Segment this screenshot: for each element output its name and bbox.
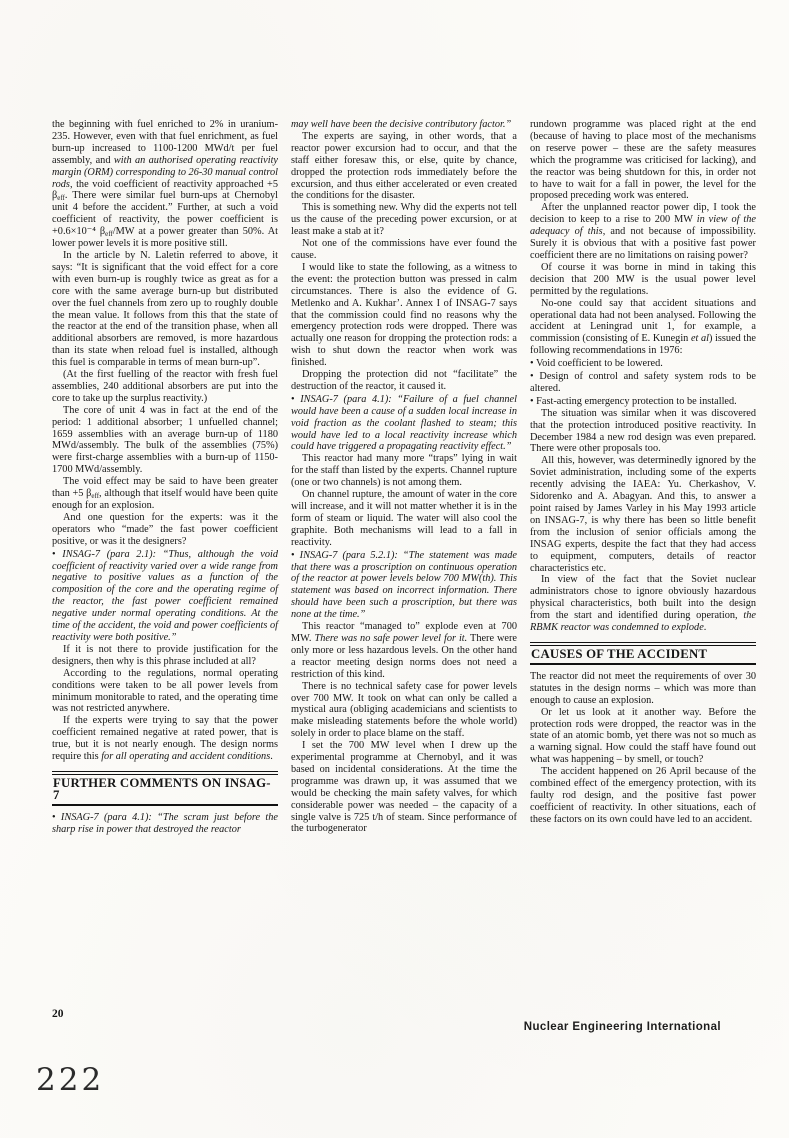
paragraph: rundown programme was placed right at the end (because of having to place most of the mechanisms on reserve power – these are the safety measures which the programme was criticised for lacking), and the reactor was being shutdown for this, in order not to have to wait for a fall in power, the level for the proposed preceding work was entered. xyxy=(530,119,756,202)
bullet-paragraph: • INSAG-7 (para 4.1): “Failure of a fuel channel would have been a cause of a sudden local increase in void fraction as the coolant flashed to steam; this would have led to a local reactivity increase which could have triggered a propagating reactivity effect.” xyxy=(291,393,517,453)
archive-stamp-number: 222 xyxy=(36,1062,105,1098)
journal-name: Nuclear Engineering International xyxy=(523,1021,721,1033)
section-heading: FURTHER COMMENTS ON INSAG-7 xyxy=(52,771,278,806)
paragraph: Of course it was borne in mind in taking this decision that 200 MW is the usual power level permitted by the regulations. xyxy=(530,261,756,297)
paragraph: After the unplanned reactor power dip, I took the decision to keep to a rise to 200 MW in view of the adequacy of this, and not because of impossibility. Surely it is obvious that with a positive fast power coefficient there are no limitations on raising power? xyxy=(530,202,756,261)
paragraph: And one question for the experts: was it the operators who “made” the fast power coefficient positive, or was it the designers? xyxy=(52,511,278,547)
bullet-paragraph: • INSAG-7 (para 5.2.1): “The statement was made that there was a proscription on continuous operation of the reactor at power levels below 700 MW(th). This statement was based on incorrect information. There should have been such a proscription, but there was none at the time.” xyxy=(291,549,517,621)
column-left xyxy=(52,119,278,836)
paragraph: I would like to state the following, as a witness to the event: the protection button was pressed in calm circumstances. There is also the evidence of G. Metlenko and A. Kukhar’. Annex I of INSAG-7 says that the commission could find no reasons why the emergency protection rods were dropped. There was actually one reason for dropping the protection rods: a wish to shut down the reactor when work was finished. xyxy=(291,261,517,369)
paragraph: If it is not there to provide justification for the designers, then why is this phrase included at all? xyxy=(52,643,278,667)
paragraph: There is no technical safety case for power levels over 700 MW. It took on what can only be called a mystical aura (obliging academicians and scientists to make misleading statements before the whole world) solely in order to place blame on the staff. xyxy=(291,680,517,740)
paragraph: In view of the fact that the Soviet nuclear administrators chose to ignore obviously hazardous physical characteristics, both built into the design from the start and identified during operation, the RBMK reactor was condemned to explode. xyxy=(530,574,756,634)
bullet-paragraph: • INSAG-7 (para 2.1): “Thus, although the void coefficient of reactivity varied over a wide range from negative to positive values as a function of the composition of the core and the operating regime of the reactor, the fast power coefficient remained negative under normal operating conditions. At the time of the accident, the void and power coefficients of reactivity were both positive.” xyxy=(52,548,278,643)
paragraph: The core of unit 4 was in fact at the end of the period: 1 additional absorber; 1 unfuelled channel; 1659 assemblies with an average burn-up of 1180 MWd/assembly. The bulk of the assemblies (75%) were first-charge assemblies with a burn-up of 1150-1700 MWd/assembly. xyxy=(52,404,278,476)
paragraph: On channel rupture, the amount of water in the core will increase, and it will not matter whether it is in the form of steam or liquid. The water will also cool the graphite. Both mechanisms will lead to a fall in reactivity. xyxy=(291,489,517,548)
article-body xyxy=(52,119,756,836)
section-heading: CAUSES OF THE ACCIDENT xyxy=(530,642,756,665)
paragraph: According to the regulations, normal operating conditions were taken to be all power levels from minimum monitorable to rated, and the operating time was not restricted anywhere. xyxy=(52,667,278,715)
paragraph: Dropping the protection did not “facilitate” the destruction of the reactor, it caused it. xyxy=(291,369,517,392)
paragraph: This is something new. Why did the experts not tell us the cause of the preceding power excursion, or at least make a stab at it? xyxy=(291,202,517,238)
paragraph: the beginning with fuel enriched to 2% in uranium-235. However, even with that fuel enrichment, as fuel burn-up increased to 1100-1200 MWd/t per fuel assembly, and with an authorised operating reactivity margin (ORM) corresponding to 26-30 manual control rods, the void coefficient of reactivity approached +5 $\beta_{eff}$. There were similar fuel burn-ups at Chernobyl unit 4 before the accident.” Further, at such a void coefficient of reactivity, the power coefficient is +0.6×10⁻⁴ $\beta_{eff}/MW$ at a power greater than 50%. At lower power levels it is more positive still. xyxy=(52,119,278,250)
paragraph: No-one could say that accident situations and operational data had not been analysed. Following the accident at Leningrad unit 1, for example, a commission (consisting of E. Kunegin et al) issued the following recommendations in 1976: xyxy=(530,297,757,357)
paragraph: In the article by N. Laletin referred to above, it says: “It is significant that the void effect for a core with even burn-up is roughly twice as great as for a core with the same average burn-up but distributed over the fuel channels from zero up to roughly double the mean value. It follows from this that the state of the reactor at the end of the transition phase, when all additional absorbers are removed, is more hazardous than its state when reload fuel is installed, although this fuel is comparable in terms of mean burn-up”. xyxy=(52,249,278,369)
paragraph: The void effect may be said to have been greater than +5 $\beta_{eff}$, although that itself would have been quite enough for an explosion. xyxy=(52,476,278,511)
column-middle xyxy=(291,119,517,836)
paragraph: may well have been the decisive contributory factor.” xyxy=(291,119,512,130)
bullet-paragraph: • Design of control and safety system rods to be altered. xyxy=(530,371,756,394)
paragraph: The situation was similar when it was discovered that the protection introduced positive reactivity. In December 1984 a new rod design was even prepared. There were other proposals too. xyxy=(530,407,756,455)
bullet-paragraph: • Void coefficient to be lowered. xyxy=(530,358,663,370)
page-number: 20 xyxy=(52,1008,64,1020)
paragraph: This reactor “managed to” explode even at 700 MW. There was no safe power level for it. There were only more or less hazardous levels. On the other hand a reactor meeting design norms does not need a restriction of this kind. xyxy=(291,621,518,680)
paragraph: I set the 700 MW level when I drew up the experimental programme at Chernobyl, and it was based on incidental considerations. At the time the programme was drawn up, it was assumed that we would be checking the main safety valves, for which considerable power was needed – the capacity of a single valve is 725 t/h of steam. Since performance of the turbogenerator xyxy=(291,740,517,835)
column-right xyxy=(530,119,756,836)
bullet-paragraph: • Fast-acting emergency protection to be installed. xyxy=(530,395,737,407)
paragraph: The reactor did not meet the requirements of over 30 statutes in the design norms – which was more than enough to cause an explosion. xyxy=(530,670,756,706)
bullet-paragraph: • INSAG-7 (para 4.1): “The scram just before the sharp rise in power that destroyed the reactor xyxy=(52,811,278,835)
paragraph: If the experts were trying to say that the power coefficient remained negative at rated power, that is true, but it is not nearly enough. The design norms require this for all operating and accident conditions. xyxy=(52,715,278,763)
paragraph: The experts are saying, in other words, that a reactor power excursion had to occur, and that the staff either foresaw this, or else, quite by chance, dropped the protection rods immediately before the excursion, and thus either accelerated or even created the conditions for the disaster. xyxy=(291,130,517,202)
paragraph: Not one of the commissions have ever found the cause. xyxy=(291,238,517,261)
paragraph: All this, however, was determinedly ignored by the Soviet administration, including some of the experts recently advising the IAEA: Yu. Cherkashov, V. Sidorenko and A. Abagyan. And this, to answer a point raised by James Varley in his May 1993 article on INSAG-7, is why there has been so little benefit from the inclusion of senior officials among the INSAG experts, despite the fact that they had access to equipment, computers, details of reactor characteristics etc. xyxy=(530,455,756,574)
paragraph: This reactor had many more “traps” lying in wait for the staff than listed by the experts. Channel rupture (one or two channels) is not among them. xyxy=(291,453,517,489)
paragraph: (At the first fuelling of the reactor with fresh fuel assemblies, 240 additional absorbers are put into the core to take up the surplus reactivity.) xyxy=(52,369,278,404)
paragraph: The accident happened on 26 April because of the combined effect of the emergency protection, with its faulty rod design, and the positive fast power coefficient of reactivity. In other situations, each of these factors on its own could have led to an accident. xyxy=(530,766,756,825)
paragraph: Or let us look at it another way. Before the protection rods were dropped, the reactor was in the state of an atomic bomb, yet there was not so much as a warning signal. How could the staff have found out what was happening – by smell, or touch? xyxy=(530,706,756,766)
